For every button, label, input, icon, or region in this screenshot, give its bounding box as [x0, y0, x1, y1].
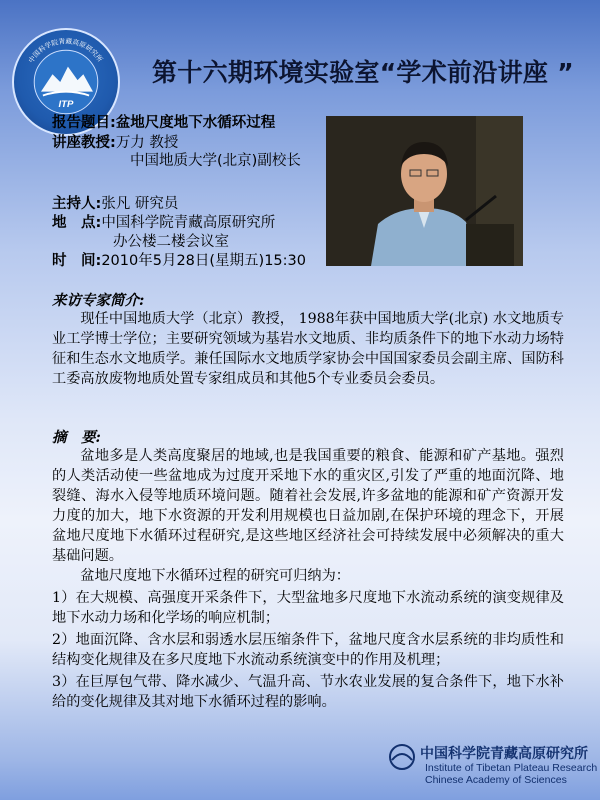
host-line [52, 194, 178, 214]
time-value: 2010年5月28日(星期五)15:30 [101, 253, 306, 269]
footer-org-cn: 中国科学院青藏高原研究所 [420, 746, 588, 762]
cas-emblem-icon [384, 742, 420, 772]
location-label: 地 点: [52, 215, 102, 231]
location-line [52, 213, 275, 233]
topic-line [52, 113, 275, 133]
page-title: 第十六期环境实验室“学术前沿讲座 ” [152, 58, 574, 87]
speaker-photo [326, 116, 523, 266]
speaker-line [52, 133, 178, 153]
bio-heading: 来访专家简介: [52, 292, 145, 309]
time-label: 时 间: [52, 253, 102, 269]
footer-org-en-line-1: Institute of Tibetan Plateau Research [425, 762, 598, 774]
abstract-item-3: 3）在巨厚包气带、降水减少、气温升高、节水农业发展的复合条件下，地下水补给的变化规律及其对地下水循环过程的影响。 [52, 674, 564, 710]
logo-center-text: ITP [58, 99, 74, 111]
abstract-paragraph-1: 盆地多是人类高度聚居的地域,也是我国重要的粮食、能源和矿产基地。强烈的人类活动使一些盆地成为过度开采地下水的重灾区,引发了严重的地面沉降、地裂缝、海水入侵等地质环境问题。随着社会发展,许多盆地的能源和矿产资源开发力度的加大，地下水资源的开发利用规模也日益加剧,在保护环境的理念下，开展盆地尺度地下水循环过程研究,是这些地区经济社会可持续发展中必须解决的重大基础问题。 [52, 448, 564, 564]
location-value-1: 中国科学院青藏高原研究所 [101, 215, 276, 231]
host-label: 主持人: [52, 196, 102, 212]
location-value-2: 办公楼二楼会议室 [113, 234, 229, 250]
footer-org-en-line-2: Chinese Academy of Sciences [425, 774, 567, 786]
abstract-paragraph-2: 盆地尺度地下水循环过程的研究可归纳为： [80, 568, 350, 584]
abstract-item-2: 2）地面沉降、含水层和弱透水层压缩条件下，盆地尺度含水层系统的非均质性和结构变化规律及在多尺度地下水流动系统演变中的作用及机理； [52, 632, 564, 668]
speaker-label: 讲座教授: [52, 135, 116, 151]
topic-label: 报告题目: [52, 115, 116, 131]
abstract-heading: 摘 要: [52, 429, 101, 446]
bio-text: 现任中国地质大学（北京）教授， 1988年获中国地质大学(北京) 水文地质专业工学博士学位；主要研究领域为基岩水文地质、非均质条件下的地下水动力场特征和生态水文地质学。兼任国际水文地质学家协会中国国家委员会副主席、国防科工委高放废物地质处置专家组成员和其他5个专业委员会委员。 [52, 311, 564, 387]
topic-value: 盆地尺度地下水循环过程 [115, 115, 276, 131]
host-value: 张凡 研究员 [101, 196, 179, 212]
speaker-value: 万力 教授 [115, 135, 179, 151]
logo-ring-text: 中国科学院青藏高原研究所 [27, 37, 105, 65]
abstract-item-1: 1）在大规模、高强度开采条件下，大型盆地多尺度地下水流动系统的演变规律及地下水动力场和化学场的响应机制； [52, 590, 564, 626]
time-line [52, 251, 306, 271]
speaker-affiliation: 中国地质大学(北京)副校长 [130, 153, 301, 169]
footer-org-en [425, 762, 597, 786]
